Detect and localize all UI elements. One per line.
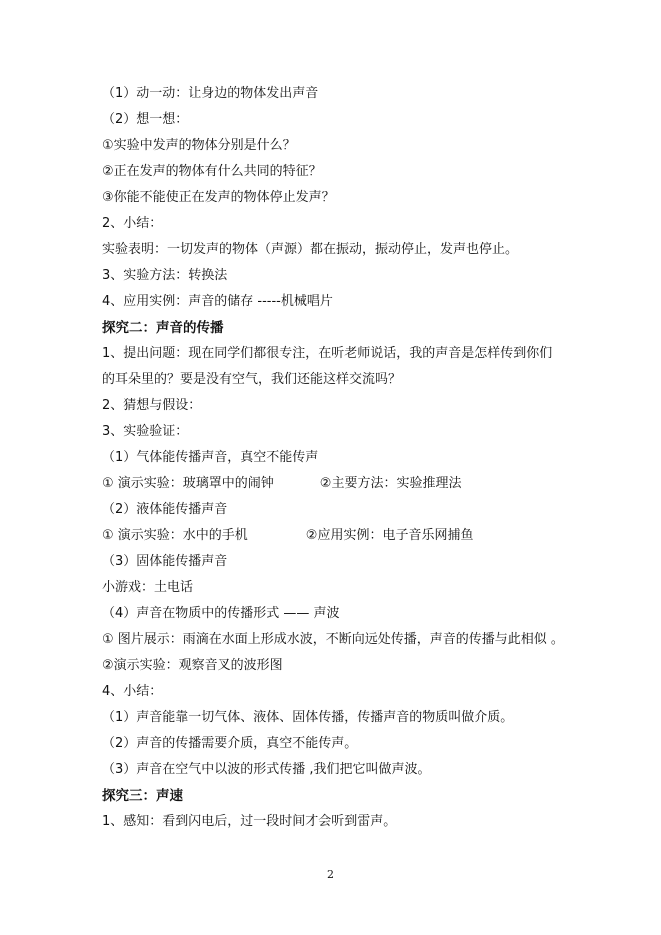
text-line: （1）声音能靠一切气体、液体、固体传播，传播声音的物质叫做介质。 <box>102 710 514 725</box>
text-line: 2、猜想与假设： <box>102 398 202 413</box>
text-segment: ②主要方法：实验推理法 <box>319 476 462 491</box>
text-line: 1、感知：看到闪电后，过一段时间才会听到雷声。 <box>102 814 397 829</box>
text-line: （2）声音的传播需要介质，真空不能传声。 <box>102 736 358 751</box>
text-line <box>102 474 461 494</box>
text-line: ③你能不能使正在发声的物体停止发声？ <box>102 190 335 205</box>
text-line: （3）固体能传播声音 <box>102 554 228 569</box>
text-segment: ① 演示实验：玻璃罩中的闹钟 <box>102 476 274 491</box>
page-number: 2 <box>327 868 334 881</box>
text-segment: ②应用实例：电子音乐网捕鱼 <box>305 528 474 543</box>
section-heading: 探究二：声音的传播 <box>102 320 224 336</box>
text-line: 1、提出问题：现在同学们都很专注，在听老师说话，我的声音是怎样传到你们 <box>102 346 553 361</box>
text-line: ①实验中发声的物体分别是什么？ <box>102 138 296 153</box>
text-line: ②演示实验：观察音叉的波形图 <box>102 658 283 673</box>
text-line: （1）气体能传播声音，真空不能传声 <box>102 450 319 465</box>
text-segment: ① 演示实验：水中的手机 <box>102 528 248 543</box>
text-line: 实验表明：一切发声的物体（声源）都在振动，振动停止，发声也停止。 <box>102 242 519 257</box>
text-line: 4、小结： <box>102 684 163 699</box>
text-line: 2、小结： <box>102 216 163 231</box>
text-line: 小游戏：土电话 <box>102 580 194 595</box>
text-line: 3、实验方法：转换法 <box>102 268 228 283</box>
text-line: 的耳朵里的？要是没有空气，我们还能这样交流吗？ <box>102 372 402 387</box>
text-line: 3、实验验证： <box>102 424 189 439</box>
text-line: 4、应用实例：声音的储存 -----机械唱片 <box>102 294 333 309</box>
text-line: （1）动一动：让身边的物体发出声音 <box>102 86 319 101</box>
text-line: ②正在发声的物体有什么共同的特征？ <box>102 164 322 179</box>
text-line: （2）想一想： <box>102 112 189 127</box>
text-line: （3）声音在空气中以波的形式传播 ,我们把它叫做声波。 <box>102 762 431 777</box>
text-line <box>102 526 473 546</box>
text-line: ① 图片展示：雨滴在水面上形成水波，不断向远处传播，声音的传播与此相似 。 <box>102 632 564 647</box>
text-line: （2）液体能传播声音 <box>102 502 228 517</box>
text-line: （4）声音在物质中的传播形式 —— 声波 <box>102 606 340 621</box>
section-heading: 探究三：声速 <box>102 788 183 804</box>
